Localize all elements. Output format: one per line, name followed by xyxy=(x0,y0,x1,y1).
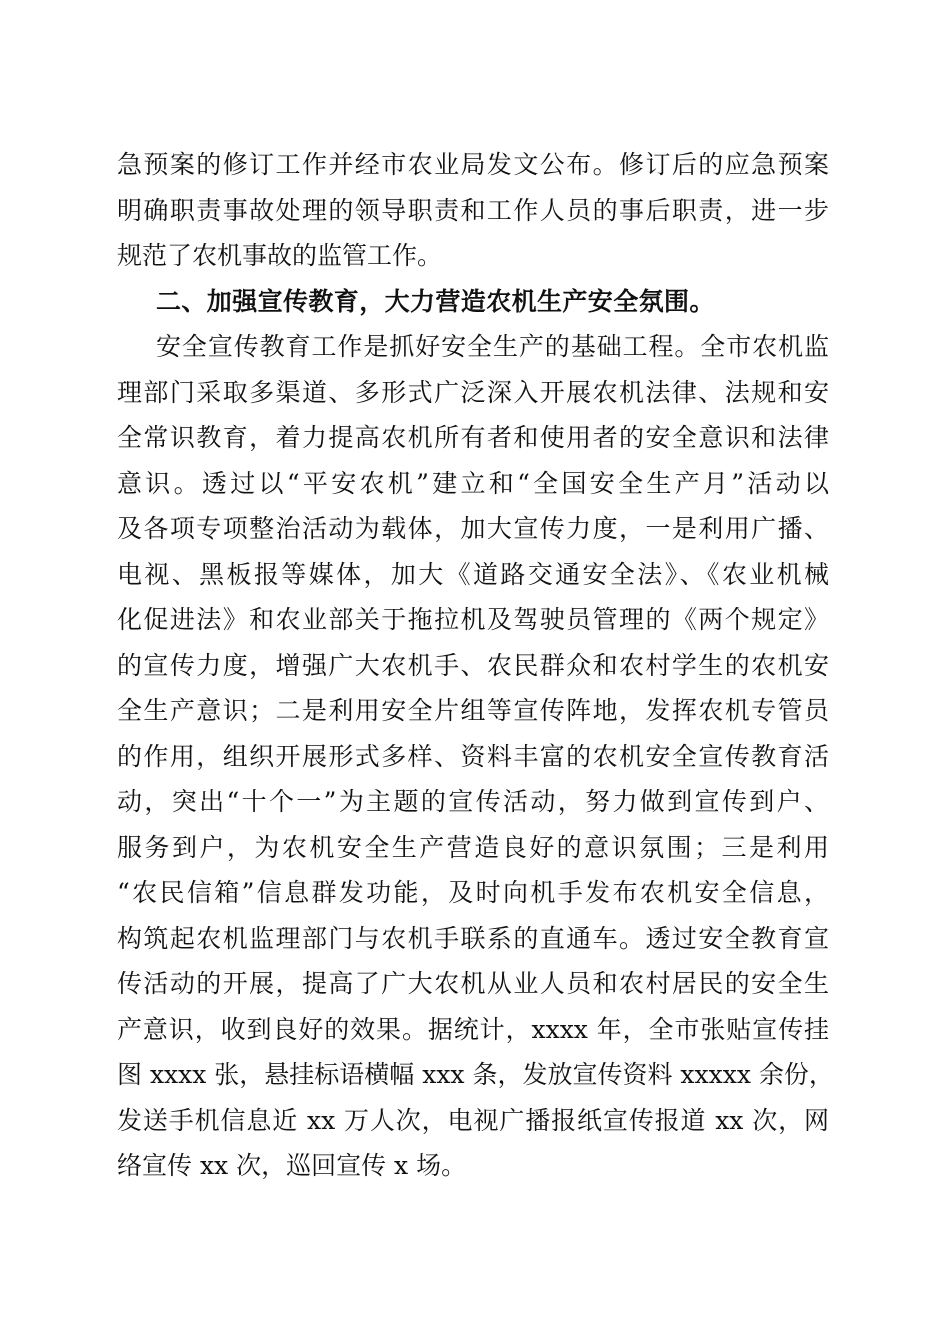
text-line: 构筑起农机监理部门与农机手联系的直通车。透过安全教育宣 xyxy=(117,923,829,953)
text-line: 理部门采取多渠道、多形式广泛深入开展农机法律、法规和安 xyxy=(117,377,829,407)
text-line: 全生产意识；二是利用安全片组等宣传阵地，发挥农机专管员 xyxy=(117,696,829,725)
text-line: 急预案的修订工作并经市农业局发文公布。修订后的应急预案 xyxy=(117,150,829,179)
paragraph-2 xyxy=(117,324,834,1189)
text-line: 电视、黑板报等媒体，加大《道路交通安全法》、《农业机械 xyxy=(117,559,829,589)
text-line: 规范了农机事故的监管工作。 xyxy=(117,241,443,270)
text-line: 化促进法》和农业部关于拖拉机及驾驶员管理的《两个规定》 xyxy=(117,605,829,634)
document-body xyxy=(117,142,834,1189)
text-line: 全常识教育，着力提高农机所有者和使用者的安全意识和法律 xyxy=(117,423,829,452)
text-line: 动，突出“十个一”为主题的宣传活动，努力做到宣传到户、 xyxy=(117,787,829,816)
text-line: 产意识，收到良好的效果。据统计，xxxx 年，全市张贴宣传挂 xyxy=(117,1014,829,1044)
text-line: 图 xxxx 张，悬挂标语横幅 xxx 条，发放宣传资料 xxxxx 余份， xyxy=(117,1060,834,1089)
text-line: 意识。透过以“平安农机”建立和“全国安全生产月”活动以 xyxy=(117,468,829,498)
text-line: 发送手机信息近 xx 万人次，电视广播报纸宣传报道 xx 次，网 xyxy=(117,1105,829,1135)
section-heading: 二、加强宣传教育，大力营造农机生产安全氛围。 xyxy=(156,286,715,316)
text-line: 及各项专项整治活动为载体，加大宣传力度，一是利用广播、 xyxy=(117,514,829,543)
text-line: 安全宣传教育工作是抓好安全生产的基础工程。全市农机监 xyxy=(156,332,829,361)
text-line: 明确职责事故处理的领导职责和工作人员的事后职责，进一步 xyxy=(117,195,829,225)
text-line: 服务到户，为农机安全生产营造良好的意识氛围；三是利用 xyxy=(117,832,829,862)
text-line: 的宣传力度，增强广大农机手、农民群众和农村学生的农机安 xyxy=(117,650,829,680)
text-line: “农民信箱”信息群发功能，及时向机手发布农机安全信息， xyxy=(117,878,829,907)
text-line: 络宣传 xx 次，巡回宣传 x 场。 xyxy=(117,1151,467,1180)
text-line: 传活动的开展，提高了广大农机从业人员和农村居民的安全生 xyxy=(117,969,829,998)
paragraph-1 xyxy=(117,142,829,279)
text-line: 的作用，组织开展形式多样、资料丰富的农机安全宣传教育活 xyxy=(117,741,829,771)
